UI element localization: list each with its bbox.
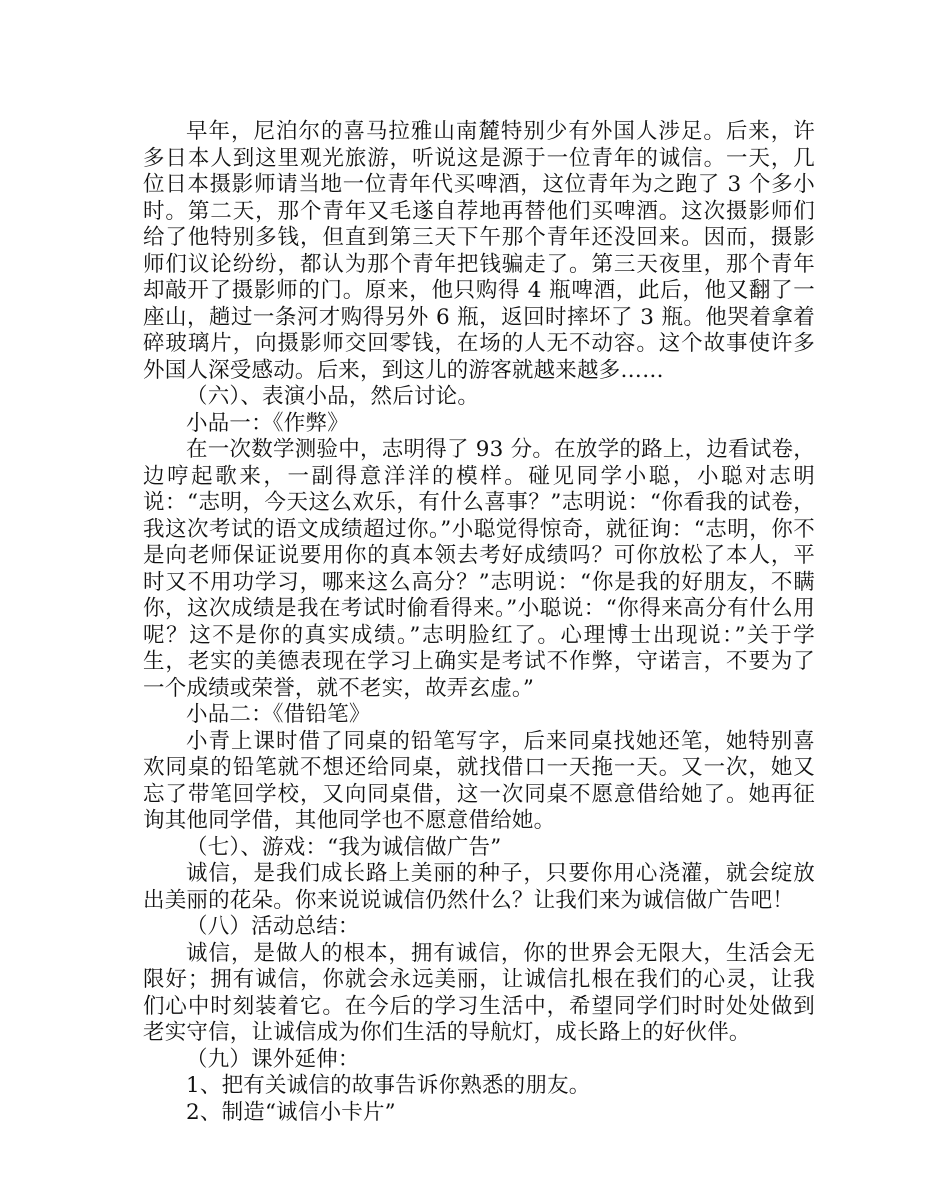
section-heading-eight: （八）活动总结： <box>186 914 360 939</box>
section-heading-nine: （九）课外延伸： <box>186 1046 360 1072</box>
skit-two-title: 小品二：《借铅笔》 <box>186 702 371 727</box>
story-paragraph: 早年，尼泊尔的喜马拉雅山南麓特别少有外国人涉足。后来，许多日本人到这里观光旅游，听说这是源于一位青年的诚信。一天，几位日本摄影师请当地一位青年代买啤酒，这位青年为之跑了 3 个多小时。第二天，那个青年又毛遂自荐地再替他们买啤酒。这次摄影师们给了他特别多钱，但直到第三天下午那个青年还没回来。因而，摄影师们议论纷纷，都认为那个青年把钱骗走了。第三天夜里，那个青年却敲开了摄影师的门。原来，他只购得 4 瓶啤酒，此后，他又翻了一座山，趟过一条河才购得另外 6 瓶，返回时摔坏了 3 瓶。他哭着拿着碎玻璃片，向摄影师交回零钱，在场的人无不动容。这个故事使许多外国人深受感动。后来，到这儿的游客就越来越多…… <box>143 119 815 383</box>
skit-one-title: 小品一：《作弊》 <box>186 410 349 436</box>
section-heading-six: （六）、表演小品，然后讨论。 <box>186 384 480 409</box>
list-item: 2、制造“诚信小卡片” <box>186 1099 396 1125</box>
document-page <box>143 119 815 1126</box>
section-heading-seven: （七）、游戏：“我为诚信做广告” <box>186 834 502 860</box>
game-paragraph: 诚信，是我们成长路上美丽的种子，只要你用心浇灌，就会绽放出美丽的花朵。你来说说诚信仍然什么？让我们来为诚信做广告吧！ <box>143 861 815 913</box>
skit-two-paragraph: 小青上课时借了同桌的铅笔写字，后来同桌找她还笔，她特别喜欢同桌的铅笔就不想还给同桌，就找借口一天拖一天。又一次，她又忘了带笔回学校，又向同桌借，这一次同桌不愿意借给她了。她再征询其他同学借，其他同学也不愿意借给她。 <box>143 728 815 833</box>
skit-one-paragraph: 在一次数学测验中，志明得了 93 分。在放学的路上，边看试卷，边哼起歌来，一副得意洋洋的模样。碰见同学小聪，小聪对志明说：“志明，今天这么欢乐，有什么喜事？”志明说：“你看我的试卷，我这次考试的语文成绩超过你。”小聪觉得惊奇，就征询：“志明，你不是向老师保证说要用你的真本领去考好成绩吗？可你放松了本人，平时又不用功学习，哪来这么高分？”志明说：“你是我的好朋友，不瞒你，这次成绩是我在考试时偷看得来。”小聪说：“你得来高分有什么用呢？这不是你的真实成绩。”志明脸红了。心理博士出现说：”关于学生，老实的美德表现在学习上确实是考试不作弊，守诺言，不要为了一个成绩或荣誉，就不老实，故弄玄虚。” <box>143 437 815 701</box>
list-item: 1、把有关诚信的故事告诉你熟悉的朋友。 <box>186 1073 591 1098</box>
summary-paragraph: 诚信，是做人的根本，拥有诚信，你的世界会无限大，生活会无限好；拥有诚信，你就会永远美丽，让诚信扎根在我们的心灵，让我们心中时刻装着它。在今后的学习生活中，希望同学们时时处处做到老实守信，让诚信成为你们生活的导航灯，成长路上的好伙伴。 <box>143 940 815 1045</box>
